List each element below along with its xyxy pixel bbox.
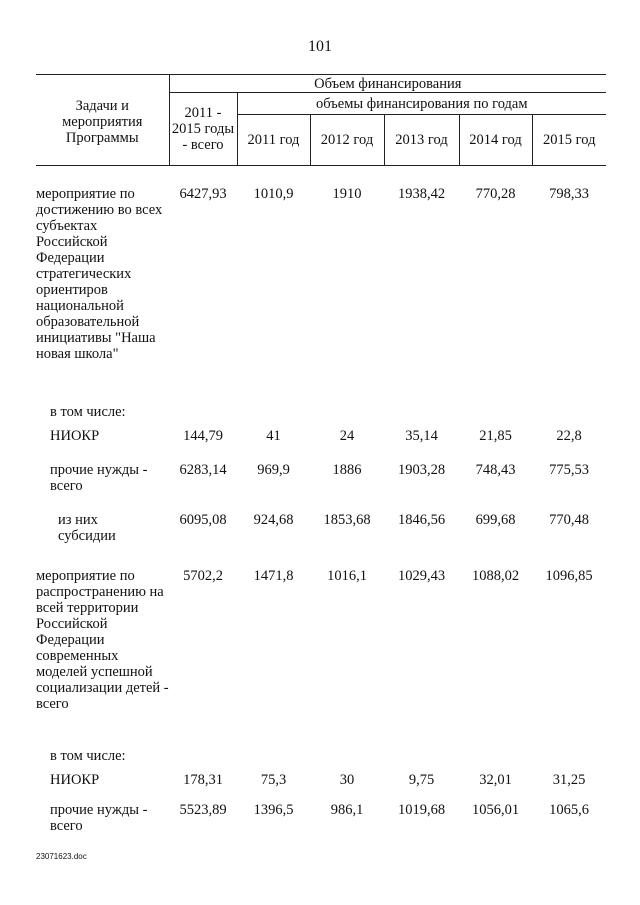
header-year-2015: 2015 год — [532, 115, 606, 166]
row-label: прочие нужды - всего — [50, 802, 148, 834]
cell-2013: 1846,56 — [397, 512, 446, 528]
cell-total: 5523,89 — [179, 802, 227, 818]
table-row — [36, 748, 606, 772]
document-footer: 23071623.doc — [36, 852, 87, 861]
row-label: из них субсидии — [58, 512, 116, 544]
header-financing-title: Объем финансирования — [169, 75, 606, 93]
cell-2011: 1471,8 — [253, 568, 294, 584]
cell-total: 6427,93 — [179, 186, 227, 202]
cell-total: 5702,2 — [183, 568, 223, 584]
cell-2015: 22,8 — [556, 428, 582, 444]
cell-total: 144,79 — [183, 428, 223, 444]
row-label: в том числе: — [50, 748, 126, 764]
table-row — [36, 512, 606, 568]
page-number: 101 — [308, 38, 332, 55]
row-label: НИОКР — [50, 428, 100, 444]
cell-2013: 35,14 — [405, 428, 438, 444]
header-year-2014: 2014 год — [459, 115, 532, 166]
cell-2012: 986,1 — [330, 802, 364, 818]
cell-total: 6095,08 — [179, 512, 227, 528]
financing-table — [36, 74, 606, 838]
cell-2015: 31,25 — [552, 772, 586, 788]
cell-2012: 1886 — [332, 462, 362, 478]
cell-2012: 24 — [339, 428, 355, 444]
table-row — [36, 404, 606, 428]
cell-2011: 1396,5 — [253, 802, 294, 818]
cell-2013: 1019,68 — [397, 802, 446, 818]
row-label: в том числе: — [50, 404, 126, 420]
cell-2012: 1910 — [332, 186, 362, 202]
cell-2013: 9,75 — [408, 772, 435, 788]
cell-2015: 798,33 — [549, 186, 589, 202]
header-year-2013: 2013 год — [384, 115, 459, 166]
cell-2012: 30 — [339, 772, 355, 788]
cell-2013: 1938,42 — [397, 186, 446, 202]
financing-table-container — [36, 74, 606, 838]
cell-2015: 1096,85 — [545, 568, 593, 584]
cell-total: 178,31 — [183, 772, 223, 788]
cell-2013: 1903,28 — [397, 462, 446, 478]
table-row — [36, 462, 606, 512]
row-label: мероприятие по достижению во всех субъектах Российской Федерации стратегических ориентиров национальной образовательной инициативы "Наша новая школа" — [36, 186, 163, 362]
cell-2011: 969,9 — [257, 462, 290, 478]
cell-2014: 1056,01 — [471, 802, 520, 818]
row-label: прочие нужды - всего — [50, 462, 148, 494]
table-row — [36, 772, 606, 802]
cell-2012: 1853,68 — [323, 512, 371, 528]
cell-2012: 1016,1 — [327, 568, 367, 584]
cell-2014: 21,85 — [479, 428, 512, 444]
cell-total: 6283,14 — [179, 462, 227, 478]
cell-2011: 924,68 — [253, 512, 294, 528]
header-year-2012: 2012 год — [310, 115, 384, 166]
cell-2015: 775,53 — [549, 462, 589, 478]
cell-2011: 75,3 — [260, 772, 287, 788]
table-row — [36, 802, 606, 838]
header-tasks: Задачи и мероприятия Программы — [36, 75, 169, 166]
cell-2015: 1065,6 — [549, 802, 589, 818]
header-total: 2011 - 2015 годы - всего — [169, 93, 237, 166]
cell-2014: 699,68 — [475, 512, 516, 528]
row-label: НИОКР — [50, 772, 100, 788]
cell-2014: 770,28 — [475, 186, 516, 202]
cell-2013: 1029,43 — [397, 568, 446, 584]
table-row — [36, 428, 606, 462]
cell-2015: 770,48 — [549, 512, 589, 528]
cell-2011: 1010,9 — [253, 186, 294, 202]
cell-2014: 748,43 — [475, 462, 516, 478]
cell-2011: 41 — [266, 428, 281, 444]
header-by-year-title: объемы финансирования по годам — [237, 93, 606, 115]
header-year-2011: 2011 год — [237, 115, 310, 166]
table-row — [36, 568, 606, 748]
cell-2014: 1088,02 — [471, 568, 520, 584]
cell-2014: 32,01 — [479, 772, 512, 788]
row-label: мероприятие по распространению на всей территории Российской Федерации современных моделей успешной социализации детей - всего — [36, 568, 169, 712]
table-row — [36, 166, 606, 405]
